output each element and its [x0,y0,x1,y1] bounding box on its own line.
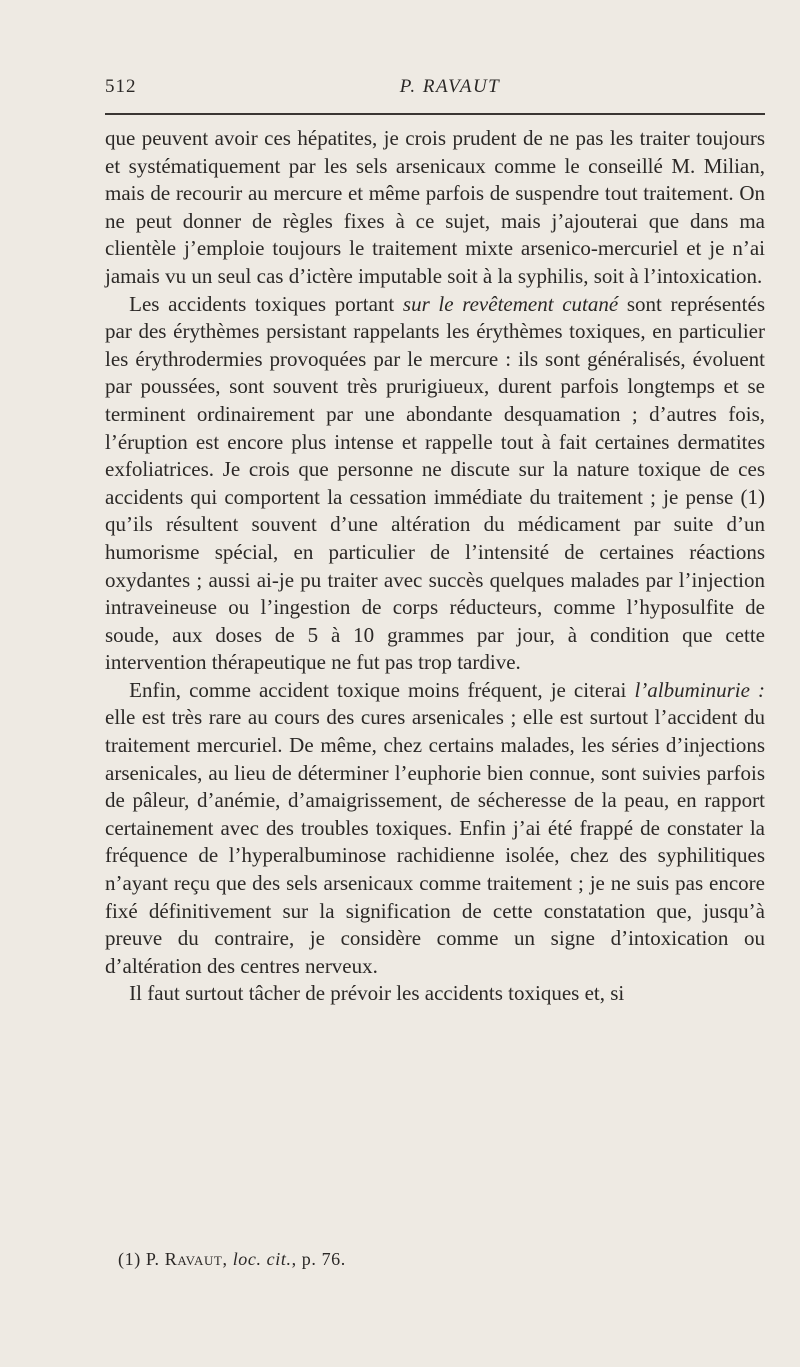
page-number: 512 [105,76,137,97]
paragraph-1 [105,125,765,291]
footnote-reference: loc. cit. [232,1249,292,1269]
footnote-marker: (1) [118,1249,141,1269]
running-title: P. RAVAUT [399,76,501,97]
footnote-page: , p. 76. [291,1249,346,1269]
page-header [105,76,765,106]
footnote-author: P. Ravaut, [145,1249,228,1269]
paragraph-2-text-rest: sont représentés par des érythèmes persistant rappelants les érythèmes toxiques, en particulier les érythrodermies provoquées par le mercure : ils sont généralisés, évoluent par poussées, sont souvent très prurigiueux, durent parfois longtemps et se terminent ordinairement par une abondante desquamation ; d’autres fois, l’éruption est encore plus intense et rappelle tout à fait certaines dermatites exfoliatrices. Je crois que personne ne discute sur la nature toxique de ces accidents qui comportent la cessation immédiate du traitement ; je pense (1) qu’ils résultent souvent d’une altération du médicament par suite d’un humorisme spécial, en particulier de l’intensité de certaines réactions oxydantes ; aussi ai-je pu traiter avec succès quelques malades par l’injection intraveineuse ou l’ingestion de corps réducteurs, comme l’hyposulfite de soude, aux doses de 5 à 10 grammes par jour, à condition que cette intervention thérapeutique ne fut pas trop tardive. [105,291,765,675]
header-rule [105,113,765,115]
paragraph-2-text-start: Les accidents toxiques portant [129,291,403,316]
paragraph-3-emphasis: l’albuminurie : [634,677,765,702]
body-text [105,125,765,1008]
paragraph-2 [105,291,765,677]
paragraph-3 [105,677,765,981]
paragraph-4-text: Il faut surtout tâcher de prévoir les accidents toxiques et, si [129,981,625,1006]
footnote [118,1249,346,1270]
paragraph-3-text-rest: elle est très rare au cours des cures arsenicales ; elle est surtout l’accident du traitement mercuriel. De même, chez certains malades, les séries d’injections arsenicales, au lieu de déterminer l’euphorie bien connue, sont suivies parfois de pâleur, d’anémie, d’amaigrissement, de sécheresse de la peau, en rapport certainement avec des troubles toxiques. Enfin j’ai été frappé de constater la fréquence de l’hyperalbuminose rachidienne isolée, chez des syphilitiques n’ayant reçu que des sels arsenicaux comme traitement ; je ne suis pas encore fixé définitivement sur la signification de cette constatation que, jusqu’à preuve du contraire, je considère comme un signe d’intoxication ou d’altération des centres nerveux. [105,705,765,978]
paragraph-1-text: que peuvent avoir ces hépatites, je crois prudent de ne pas les traiter toujours et systématiquement par les sels arsenicaux comme le conseillé M. Milian, mais de recourir au mercure et même parfois de suspendre tout traitement. On ne peut donner de règles fixes à ce sujet, mais j’ajouterai que dans ma clientèle j’emploie toujours le traitement mixte arsenico-mercuriel et je n’ai jamais vu un seul cas d’ictère imputable soit à la syphilis, soit à l’intoxication. [105,126,765,288]
paragraph-4 [105,980,765,1008]
paragraph-2-emphasis: sur le revêtement cutané [402,291,619,316]
paragraph-3-text-start: Enfin, comme accident toxique moins fréquent, je citerai [129,677,635,702]
